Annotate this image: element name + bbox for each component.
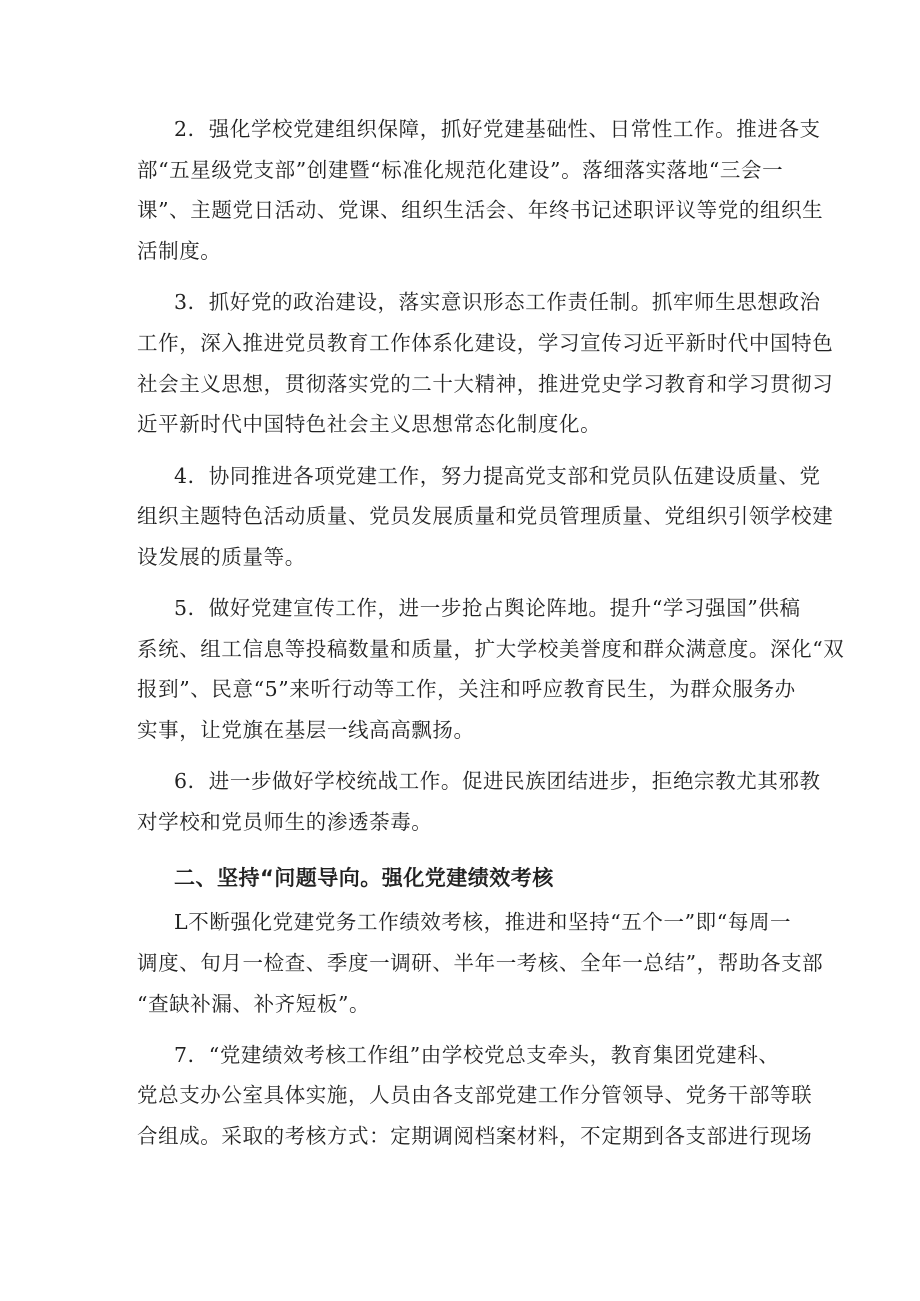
text-line: 实事，让党旗在基层一线高高飘扬。 bbox=[137, 718, 475, 743]
text-line: 3．抓好党的政治建设，落实意识形态工作责任制。抓牢师生思想政治 bbox=[174, 290, 821, 315]
text-line: 社会主义思想，贯彻落实党的二十大精神，推进党史学习教育和学习贯彻习 bbox=[137, 371, 834, 396]
text-line: 6．进一步做好学校统战工作。促进民族团结进步，拒绝宗教尤其邪教 bbox=[174, 769, 821, 794]
paragraph bbox=[137, 287, 834, 450]
paragraph bbox=[137, 461, 834, 583]
text-line: 组织主题特色活动质量、党员发展质量和党员管理质量、党组织引领学校建 bbox=[137, 504, 834, 529]
paragraph bbox=[137, 593, 845, 756]
section-two-paragraphs bbox=[137, 907, 824, 1162]
paragraph bbox=[137, 1040, 813, 1162]
paragraph bbox=[137, 114, 824, 277]
text-line: 7．“党建绩效考核工作组”由学校党总支牵头，教育集团党建科、 bbox=[174, 1042, 780, 1067]
paragraph bbox=[137, 766, 821, 847]
document-page bbox=[137, 114, 845, 1172]
text-line: 合组成。采取的考核方式：定期调阅档案材料，不定期到各支部进行现场 bbox=[137, 1124, 813, 1149]
paragraph bbox=[137, 907, 824, 1029]
text-line: 活制度。 bbox=[137, 239, 222, 264]
text-line: 报到”、民意“5”来听行动等工作，关注和呼应教育民生，为群众服务办 bbox=[137, 677, 796, 702]
text-line: 调度、旬月一检查、季度一调研、半年一考核、全年一总结”，帮助各支部 bbox=[137, 950, 824, 975]
text-line: 4．协同推进各项党建工作，努力提高党支部和党员队伍建设质量、党 bbox=[174, 463, 821, 488]
text-line: 2．强化学校党建组织保障，抓好党建基础性、日常性工作。推进各支 bbox=[174, 117, 821, 141]
section-heading: 二、坚持“问题导向。强化党建绩效考核 bbox=[174, 866, 554, 891]
section-one-paragraphs bbox=[137, 114, 845, 848]
text-line: “查缺补漏、补齐短板”。 bbox=[137, 991, 371, 1016]
text-line: 近平新时代中国特色社会主义思想常态化制度化。 bbox=[137, 412, 602, 437]
text-line: 党总支办公室具体实施，人员由各支部党建工作分管领导、党务干部等联 bbox=[137, 1083, 813, 1108]
text-line: 设发展的质量等。 bbox=[137, 544, 306, 569]
text-line: 课”、主题党日活动、党课、组织生活会、年终书记述职评议等党的组织生 bbox=[137, 198, 824, 223]
text-line: 部“五星级党支部”创建暨“标准化规范化建设”。落细落实落地“三会一 bbox=[137, 157, 784, 182]
text-line: 对学校和党员师生的渗透荼毒。 bbox=[137, 810, 433, 834]
text-line: 5．做好党建宣传工作，进一步抢占舆论阵地。提升“学习强国”供稿 bbox=[174, 596, 801, 621]
text-line: 系统、组工信息等投稿数量和质量，扩大学校美誉度和群众满意度。深化“双 bbox=[137, 636, 845, 661]
text-line: 工作，深入推进党员教育工作体系化建设，学习宣传习近平新时代中国特色 bbox=[137, 330, 834, 355]
text-line: L不断强化党建党务工作绩效考核，推进和坚持“五个一”即“每周一 bbox=[174, 910, 792, 935]
